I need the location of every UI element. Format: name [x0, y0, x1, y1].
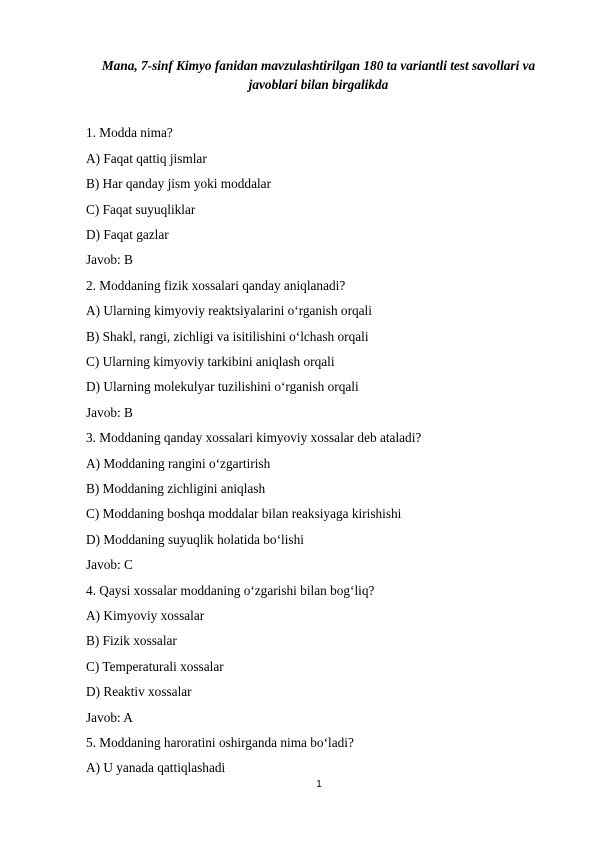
question-4-answer: Javob: A — [86, 710, 133, 725]
question-2-option-c: C) Ularning kimyoviy tarkibini aniqlash orqali — [86, 354, 335, 369]
question-4-option-d: D) Reaktiv xossalar — [86, 684, 192, 699]
question-4-option-a: A) Kimyoviy xossalar — [86, 608, 205, 623]
question-2-answer: Javob: B — [86, 405, 133, 420]
question-3-option-d: D) Moddaning suyuqlik holatida bo‘lishi — [86, 532, 304, 547]
question-2: 2. Moddaning fizik xossalari qanday aniqlanadi? — [86, 278, 346, 293]
question-3: 3. Moddaning qanday xossalari kimyoviy xossalar deb ataladi? — [86, 430, 422, 445]
question-2-option-b: B) Shakl, rangi, zichligi va isitilishini o‘lchash orqali — [86, 329, 369, 344]
question-3-option-b: B) Moddaning zichligini aniqlash — [86, 481, 266, 496]
question-5-option-a: A) U yanada qattiqlashadi — [86, 760, 226, 775]
question-3-option-c: C) Moddaning boshqa moddalar bilan reaksiyaga kirishishi — [86, 506, 402, 521]
question-2-option-a: A) Ularning kimyoviy reaktsiyalarini o‘rganish orqali — [86, 303, 372, 318]
question-1-option-b: B) Har qanday jism yoki moddalar — [86, 176, 272, 191]
question-1: 1. Modda nima? — [86, 125, 173, 140]
question-3-answer: Javob: C — [86, 557, 133, 572]
question-1-answer: Javob: B — [86, 252, 133, 267]
question-2-option-d: D) Ularning molekulyar tuzilishini o‘rganish orqali — [86, 379, 359, 394]
question-4-option-c: C) Temperaturali xossalar — [86, 659, 224, 674]
question-4: 4. Qaysi xossalar moddaning o‘zgarishi bilan bog‘liq? — [86, 583, 375, 598]
question-5: 5. Moddaning haroratini oshirganda nima bo‘ladi? — [86, 735, 354, 750]
question-4-option-b: B) Fizik xossalar — [86, 633, 177, 648]
question-1-option-a: A) Faqat qattiq jismlar — [86, 151, 207, 166]
question-1-option-d: D) Faqat gazlar — [86, 227, 169, 242]
question-3-option-a: A) Moddaning rangini o‘zgartirish — [86, 456, 271, 471]
page-number: 1 — [316, 779, 322, 790]
document-title: Mana, 7-sinf Kimyo fanidan mavzulashtirilgan 180 ta variantli test savollari va javoblari bilan birgalikda — [101, 58, 536, 92]
question-1-option-c: C) Faqat suyuqliklar — [86, 202, 196, 217]
